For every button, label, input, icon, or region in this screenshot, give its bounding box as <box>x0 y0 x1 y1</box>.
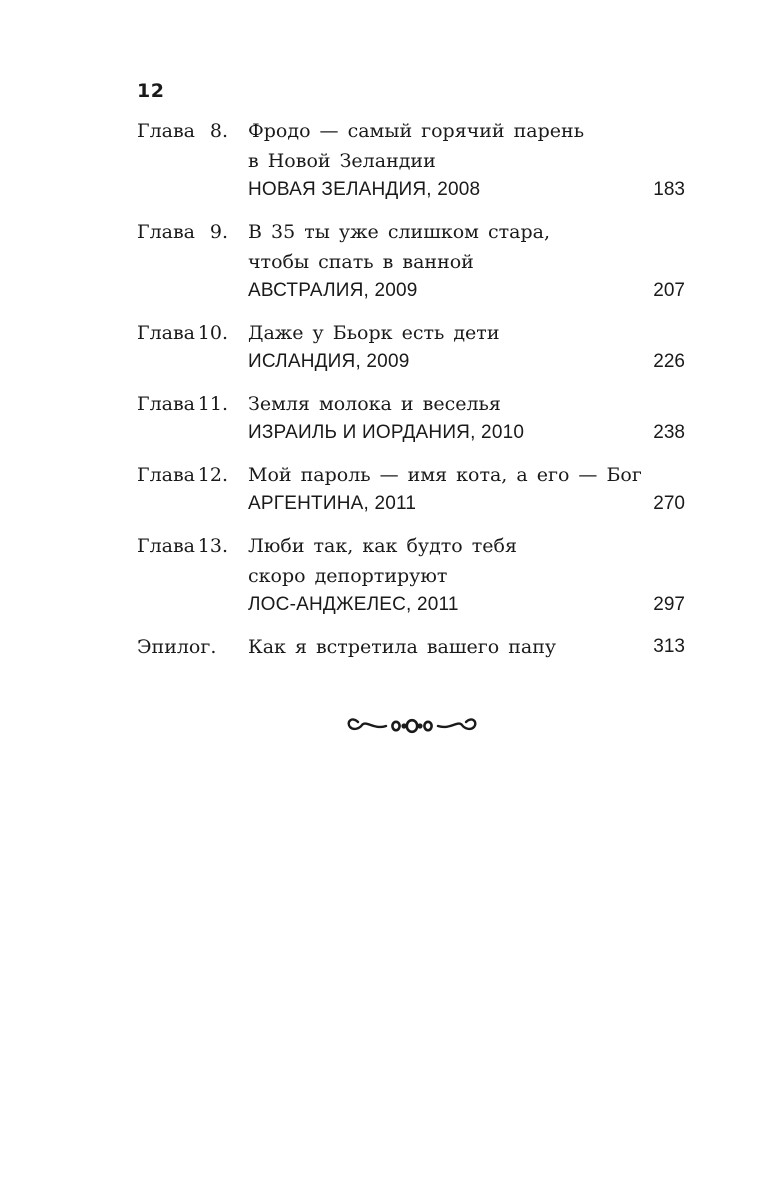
epilogue-title: Как я встретила вашего папу <box>248 636 557 658</box>
chapter-label: Глава <box>137 393 196 415</box>
chapter-title-line-2: скоро депортируют <box>248 565 448 587</box>
chapter-number: 11. <box>197 393 228 415</box>
epilogue-page-ref: 313 <box>653 636 685 657</box>
decorative-flourish-icon <box>344 710 480 738</box>
chapter-number: 9. <box>209 221 228 243</box>
chapter-title-line-1: Люби так, как будто тебя <box>248 535 517 557</box>
chapter-location: ИСЛАНДИЯ, 2009 <box>248 351 410 372</box>
epilogue-label: Эпилог. <box>137 636 217 658</box>
chapter-title-line-1: Фродо — самый горячий парень <box>248 120 585 142</box>
chapter-label: Глава <box>137 120 196 142</box>
chapter-page-ref: 297 <box>653 594 685 615</box>
page-number: 12 <box>137 80 165 102</box>
chapter-title-line-2: в Новой Зеландии <box>248 150 436 172</box>
chapter-title-line-1: Мой пароль — имя кота, а его — Бог <box>248 464 642 486</box>
chapter-number: 13. <box>197 535 228 557</box>
chapter-page-ref: 183 <box>653 179 685 200</box>
chapter-location: ИЗРАИЛЬ И ИОРДАНИЯ, 2010 <box>248 422 525 443</box>
chapter-number: 12. <box>197 464 228 486</box>
chapter-location: ЛОС-АНДЖЕЛЕС, 2011 <box>248 594 459 615</box>
chapter-label: Глава <box>137 464 196 486</box>
chapter-label: Глава <box>137 322 196 344</box>
chapter-title-line-1: Даже у Бьорк есть дети <box>248 322 500 344</box>
chapter-page-ref: 270 <box>653 493 685 514</box>
chapter-page-ref: 226 <box>653 351 685 372</box>
chapter-number: 10. <box>197 322 228 344</box>
chapter-title-line-2: чтобы спать в ванной <box>248 251 474 273</box>
chapter-title-line-1: В 35 ты уже слишком стара, <box>248 221 551 243</box>
chapter-page-ref: 207 <box>653 280 685 301</box>
chapter-label: Глава <box>137 535 196 557</box>
chapter-number: 8. <box>209 120 228 142</box>
chapter-label: Глава <box>137 221 196 243</box>
chapter-location: НОВАЯ ЗЕЛАНДИЯ, 2008 <box>248 179 481 200</box>
chapter-location: АВСТРАЛИЯ, 2009 <box>248 280 418 301</box>
chapter-title-line-1: Земля молока и веселья <box>248 393 501 415</box>
chapter-location: АРГЕНТИНА, 2011 <box>248 493 417 514</box>
chapter-page-ref: 238 <box>653 422 685 443</box>
